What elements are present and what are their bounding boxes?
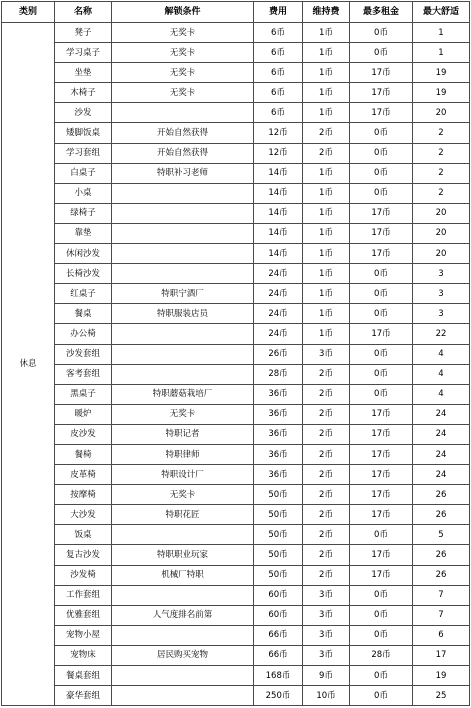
cell-name: 绿椅子	[55, 203, 112, 223]
cell-max-rent: 0币	[350, 43, 413, 63]
cell-unlock-condition: 特职职业玩家	[112, 545, 254, 565]
cell-name: 矮脚饭桌	[55, 123, 112, 143]
cell-maintenance: 2币	[303, 123, 350, 143]
cell-cost: 36币	[254, 424, 303, 444]
cell-max-comfort: 19	[413, 83, 470, 103]
cell-cost: 50币	[254, 485, 303, 505]
cell-unlock-condition	[112, 183, 254, 203]
cell-name: 学习桌子	[55, 43, 112, 63]
cell-name: 餐桌套组	[55, 666, 112, 686]
cell-max-rent: 0币	[350, 625, 413, 645]
table-row	[2, 384, 470, 404]
cell-maintenance: 1币	[303, 324, 350, 344]
cell-name: 宠物床	[55, 645, 112, 665]
table-row	[2, 605, 470, 625]
cell-unlock-condition	[112, 625, 254, 645]
cell-max-comfort: 5	[413, 525, 470, 545]
cell-unlock-condition: 机械厂特职	[112, 565, 254, 585]
cell-max-comfort: 1	[413, 43, 470, 63]
cell-name: 餐椅	[55, 444, 112, 464]
cell-name: 餐桌	[55, 304, 112, 324]
cell-name: 坐垫	[55, 63, 112, 83]
cell-maintenance: 1币	[303, 63, 350, 83]
cell-cost: 28币	[254, 364, 303, 384]
cell-cost: 50币	[254, 565, 303, 585]
table-row	[2, 284, 470, 304]
cell-cost: 36币	[254, 384, 303, 404]
cell-max-rent: 0币	[350, 384, 413, 404]
cell-unlock-condition: 特职蘑菇栽培厂	[112, 384, 254, 404]
cell-unlock-condition: 特职服装店员	[112, 304, 254, 324]
cell-max-comfort: 2	[413, 163, 470, 183]
cell-name: 客考套组	[55, 364, 112, 384]
cell-maintenance: 2币	[303, 384, 350, 404]
cell-max-rent: 17币	[350, 203, 413, 223]
cell-cost: 12币	[254, 123, 303, 143]
cell-max-comfort: 1	[413, 23, 470, 43]
cell-unlock-condition: 无奖卡	[112, 83, 254, 103]
cell-name: 长椅沙发	[55, 264, 112, 284]
cell-max-comfort: 20	[413, 244, 470, 264]
header-max-comfort: 最大舒适	[413, 2, 470, 23]
cell-name: 靠垫	[55, 223, 112, 243]
cell-unlock-condition	[112, 666, 254, 686]
table-row	[2, 344, 470, 364]
cell-max-comfort: 4	[413, 364, 470, 384]
cell-unlock-condition: 开始自然获得	[112, 143, 254, 163]
cell-unlock-condition	[112, 344, 254, 364]
table-row	[2, 203, 470, 223]
cell-max-rent: 0币	[350, 585, 413, 605]
cell-unlock-condition	[112, 264, 254, 284]
cell-max-rent: 0币	[350, 525, 413, 545]
cell-maintenance: 9币	[303, 666, 350, 686]
table-row	[2, 123, 470, 143]
cell-max-comfort: 26	[413, 545, 470, 565]
cell-max-rent: 0币	[350, 123, 413, 143]
cell-cost: 24币	[254, 284, 303, 304]
cell-max-comfort: 20	[413, 103, 470, 123]
table-row	[2, 686, 470, 706]
table-row	[2, 183, 470, 203]
cell-name: 宠物小屋	[55, 625, 112, 645]
cell-maintenance: 1币	[303, 304, 350, 324]
cell-max-comfort: 7	[413, 605, 470, 625]
cell-maintenance: 2币	[303, 444, 350, 464]
cell-maintenance: 2币	[303, 485, 350, 505]
cell-unlock-condition: 特职记者	[112, 424, 254, 444]
cell-name: 豪华套组	[55, 686, 112, 706]
cell-name: 大沙发	[55, 505, 112, 525]
cell-max-rent: 17币	[350, 465, 413, 485]
table-row	[2, 63, 470, 83]
cell-max-comfort: 6	[413, 625, 470, 645]
cell-cost: 66币	[254, 645, 303, 665]
cell-max-rent: 0币	[350, 344, 413, 364]
header-unlock-condition: 解锁条件	[112, 2, 254, 23]
header-maintenance: 维持费	[303, 2, 350, 23]
cell-name: 办公椅	[55, 324, 112, 344]
cell-cost: 168币	[254, 666, 303, 686]
cell-unlock-condition	[112, 244, 254, 264]
cell-max-comfort: 26	[413, 565, 470, 585]
cell-maintenance: 3币	[303, 625, 350, 645]
cell-name: 皮沙发	[55, 424, 112, 444]
cell-max-comfort: 20	[413, 223, 470, 243]
cell-cost: 14币	[254, 223, 303, 243]
cell-maintenance: 1币	[303, 244, 350, 264]
cell-cost: 14币	[254, 163, 303, 183]
cell-name: 皮革椅	[55, 465, 112, 485]
cell-maintenance: 2币	[303, 143, 350, 163]
cell-max-comfort: 26	[413, 505, 470, 525]
table-row	[2, 404, 470, 424]
cell-unlock-condition: 无奖卡	[112, 43, 254, 63]
cell-maintenance: 2币	[303, 424, 350, 444]
cell-name: 沙发套组	[55, 344, 112, 364]
cell-maintenance: 3币	[303, 585, 350, 605]
cell-max-rent: 0币	[350, 364, 413, 384]
table-row	[2, 264, 470, 284]
table-row	[2, 465, 470, 485]
table-row	[2, 525, 470, 545]
cell-name: 小桌	[55, 183, 112, 203]
cell-max-comfort: 4	[413, 344, 470, 364]
cell-cost: 6币	[254, 103, 303, 123]
cell-cost: 60币	[254, 605, 303, 625]
cell-cost: 6币	[254, 23, 303, 43]
cell-unlock-condition	[112, 223, 254, 243]
header-name: 名称	[55, 2, 112, 23]
cell-max-comfort: 3	[413, 264, 470, 284]
cell-maintenance: 2币	[303, 465, 350, 485]
table-row	[2, 364, 470, 384]
cell-cost: 250币	[254, 686, 303, 706]
table-row	[2, 645, 470, 665]
cell-unlock-condition	[112, 585, 254, 605]
cell-max-comfort: 26	[413, 485, 470, 505]
table-row	[2, 244, 470, 264]
cell-unlock-condition: 特职设计厂	[112, 465, 254, 485]
cell-max-rent: 17币	[350, 404, 413, 424]
table-row	[2, 505, 470, 525]
cell-max-rent: 0币	[350, 163, 413, 183]
table-row	[2, 324, 470, 344]
cell-cost: 60币	[254, 585, 303, 605]
cell-max-comfort: 25	[413, 686, 470, 706]
cell-cost: 12币	[254, 143, 303, 163]
table-row	[2, 585, 470, 605]
cell-max-rent: 17币	[350, 244, 413, 264]
cell-max-comfort: 24	[413, 404, 470, 424]
cell-name: 暖炉	[55, 404, 112, 424]
cell-cost: 50币	[254, 545, 303, 565]
cell-max-comfort: 19	[413, 63, 470, 83]
table-row	[2, 545, 470, 565]
cell-max-rent: 17币	[350, 545, 413, 565]
furniture-table	[1, 1, 470, 706]
header-row	[2, 2, 470, 23]
cell-name: 按摩椅	[55, 485, 112, 505]
cell-maintenance: 1币	[303, 43, 350, 63]
cell-cost: 6币	[254, 63, 303, 83]
cell-maintenance: 2币	[303, 525, 350, 545]
cell-max-comfort: 2	[413, 123, 470, 143]
table-row	[2, 163, 470, 183]
cell-unlock-condition	[112, 525, 254, 545]
cell-unlock-condition: 开始自然获得	[112, 123, 254, 143]
table-row	[2, 424, 470, 444]
cell-maintenance: 2币	[303, 565, 350, 585]
cell-name: 工作套组	[55, 585, 112, 605]
table-row	[2, 23, 470, 43]
cell-name: 休闲沙发	[55, 244, 112, 264]
cell-name: 复古沙发	[55, 545, 112, 565]
cell-name: 沙发椅	[55, 565, 112, 585]
cell-max-rent: 17币	[350, 103, 413, 123]
cell-maintenance: 1币	[303, 183, 350, 203]
cell-unlock-condition	[112, 364, 254, 384]
cell-max-comfort: 24	[413, 424, 470, 444]
category-cell: 休息	[2, 23, 55, 706]
cell-unlock-condition: 特职宁酒厂	[112, 284, 254, 304]
cell-maintenance: 2币	[303, 404, 350, 424]
cell-maintenance: 10币	[303, 686, 350, 706]
cell-unlock-condition	[112, 324, 254, 344]
cell-cost: 14币	[254, 244, 303, 264]
cell-maintenance: 1币	[303, 203, 350, 223]
cell-name: 沙发	[55, 103, 112, 123]
cell-cost: 6币	[254, 83, 303, 103]
cell-maintenance: 3币	[303, 605, 350, 625]
cell-cost: 36币	[254, 465, 303, 485]
header-category: 类别	[2, 2, 55, 23]
cell-name: 红桌子	[55, 284, 112, 304]
cell-cost: 66币	[254, 625, 303, 645]
table-row	[2, 625, 470, 645]
cell-name: 优雅套组	[55, 605, 112, 625]
cell-name: 饭桌	[55, 525, 112, 545]
cell-max-rent: 17币	[350, 444, 413, 464]
cell-maintenance: 1币	[303, 223, 350, 243]
cell-max-comfort: 24	[413, 444, 470, 464]
cell-unlock-condition: 特职花匠	[112, 505, 254, 525]
cell-max-rent: 17币	[350, 505, 413, 525]
cell-max-rent: 0币	[350, 304, 413, 324]
cell-max-comfort: 7	[413, 585, 470, 605]
cell-max-rent: 17币	[350, 565, 413, 585]
table-row	[2, 143, 470, 163]
cell-max-comfort: 22	[413, 324, 470, 344]
cell-max-comfort: 24	[413, 465, 470, 485]
cell-unlock-condition	[112, 686, 254, 706]
cell-unlock-condition	[112, 203, 254, 223]
cell-max-rent: 0币	[350, 605, 413, 625]
cell-max-rent: 17币	[350, 424, 413, 444]
cell-max-rent: 17币	[350, 63, 413, 83]
cell-cost: 50币	[254, 505, 303, 525]
cell-cost: 24币	[254, 264, 303, 284]
cell-max-rent: 0币	[350, 23, 413, 43]
header-cost: 费用	[254, 2, 303, 23]
cell-max-comfort: 19	[413, 666, 470, 686]
cell-maintenance: 1币	[303, 264, 350, 284]
cell-unlock-condition: 无奖卡	[112, 485, 254, 505]
table-row	[2, 83, 470, 103]
cell-max-comfort: 17	[413, 645, 470, 665]
table-row	[2, 103, 470, 123]
cell-unlock-condition: 无奖卡	[112, 23, 254, 43]
cell-max-rent: 0币	[350, 686, 413, 706]
table-row	[2, 304, 470, 324]
table-row	[2, 485, 470, 505]
table-row	[2, 223, 470, 243]
cell-max-comfort: 3	[413, 284, 470, 304]
cell-cost: 24币	[254, 304, 303, 324]
cell-name: 白桌子	[55, 163, 112, 183]
furniture-table-wrapper	[1, 1, 470, 706]
cell-max-rent: 17币	[350, 485, 413, 505]
cell-unlock-condition: 无奖卡	[112, 63, 254, 83]
cell-max-rent: 17币	[350, 324, 413, 344]
cell-name: 学习套组	[55, 143, 112, 163]
cell-max-comfort: 2	[413, 183, 470, 203]
cell-maintenance: 2币	[303, 545, 350, 565]
cell-max-rent: 0币	[350, 183, 413, 203]
cell-unlock-condition: 特职补习老师	[112, 163, 254, 183]
cell-max-comfort: 20	[413, 203, 470, 223]
table-row	[2, 666, 470, 686]
cell-unlock-condition	[112, 103, 254, 123]
cell-cost: 36币	[254, 444, 303, 464]
cell-unlock-condition: 特职律师	[112, 444, 254, 464]
cell-maintenance: 1币	[303, 103, 350, 123]
cell-name: 黑桌子	[55, 384, 112, 404]
cell-name: 木椅子	[55, 83, 112, 103]
cell-cost: 36币	[254, 404, 303, 424]
cell-cost: 26币	[254, 344, 303, 364]
cell-name: 凳子	[55, 23, 112, 43]
cell-max-comfort: 3	[413, 304, 470, 324]
cell-maintenance: 1币	[303, 163, 350, 183]
cell-maintenance: 1币	[303, 284, 350, 304]
table-row	[2, 43, 470, 63]
cell-cost: 6币	[254, 43, 303, 63]
cell-max-rent: 0币	[350, 143, 413, 163]
cell-maintenance: 3币	[303, 344, 350, 364]
cell-cost: 50币	[254, 525, 303, 545]
header-max-rent: 最多租金	[350, 2, 413, 23]
cell-max-rent: 0币	[350, 264, 413, 284]
cell-cost: 24币	[254, 324, 303, 344]
cell-maintenance: 3币	[303, 645, 350, 665]
cell-cost: 14币	[254, 183, 303, 203]
cell-max-rent: 28币	[350, 645, 413, 665]
cell-maintenance: 2币	[303, 364, 350, 384]
table-body	[2, 23, 470, 706]
cell-cost: 14币	[254, 203, 303, 223]
cell-max-comfort: 2	[413, 143, 470, 163]
table-row	[2, 444, 470, 464]
cell-max-rent: 0币	[350, 284, 413, 304]
cell-unlock-condition: 无奖卡	[112, 404, 254, 424]
table-row	[2, 565, 470, 585]
cell-unlock-condition: 人气度排名前第	[112, 605, 254, 625]
cell-maintenance: 2币	[303, 505, 350, 525]
cell-max-rent: 17币	[350, 83, 413, 103]
cell-maintenance: 1币	[303, 23, 350, 43]
cell-unlock-condition: 居民购买宠物	[112, 645, 254, 665]
cell-max-rent: 17币	[350, 223, 413, 243]
cell-maintenance: 1币	[303, 83, 350, 103]
cell-max-comfort: 4	[413, 384, 470, 404]
cell-max-rent: 0币	[350, 666, 413, 686]
